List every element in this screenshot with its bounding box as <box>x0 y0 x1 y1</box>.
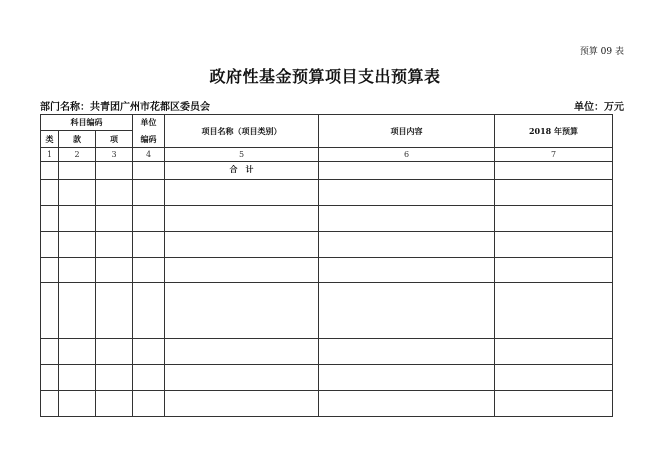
table-cell <box>495 365 613 391</box>
table-cell <box>133 258 165 283</box>
table-cell <box>59 258 96 283</box>
table-cell <box>165 180 319 206</box>
subject-code-header: 科目编码 <box>41 115 133 131</box>
table-cell <box>165 365 319 391</box>
table-cell <box>319 180 495 206</box>
col-number: 2 <box>59 148 96 162</box>
table-cell <box>41 339 59 365</box>
col-number: 5 <box>165 148 319 162</box>
table-cell <box>41 258 59 283</box>
page-title: 政府性基金预算项目支出预算表 <box>209 67 441 86</box>
table-cell <box>319 391 495 417</box>
category-header: 类 <box>41 131 59 148</box>
table-cell <box>319 206 495 232</box>
table-cell <box>495 180 613 206</box>
department-name: 部门名称：共青团广州市花都区委员会 <box>40 102 210 113</box>
table-cell <box>165 283 319 339</box>
unit-code-line1: 单位 <box>140 117 157 127</box>
table-cell <box>41 206 59 232</box>
table-cell <box>59 206 96 232</box>
table-cell <box>133 206 165 232</box>
table-cell <box>133 339 165 365</box>
table-cell <box>59 339 96 365</box>
table-cell <box>165 258 319 283</box>
table-cell <box>41 365 59 391</box>
table-cell <box>495 206 613 232</box>
table-cell <box>319 365 495 391</box>
col-number: 7 <box>495 148 613 162</box>
table-cell <box>59 283 96 339</box>
table-cell <box>495 339 613 365</box>
table-row <box>41 258 613 283</box>
table-cell <box>96 365 133 391</box>
table-cell <box>96 339 133 365</box>
table-cell <box>133 391 165 417</box>
table-row <box>41 283 613 339</box>
table-cell <box>59 180 96 206</box>
table-cell <box>41 232 59 258</box>
table-cell <box>495 283 613 339</box>
table-row <box>41 391 613 417</box>
table-cell <box>495 258 613 283</box>
table-cell <box>41 162 59 180</box>
col-number: 1 <box>41 148 59 162</box>
table-cell <box>133 180 165 206</box>
table-cell <box>59 162 96 180</box>
col-number: 3 <box>96 148 133 162</box>
table-cell <box>319 232 495 258</box>
budget-2018-header: 2018 年预算 <box>495 115 613 148</box>
table-cell <box>41 283 59 339</box>
table-cell <box>495 391 613 417</box>
table-cell <box>133 232 165 258</box>
doc-code: 预算 09 表 <box>579 47 624 57</box>
section-header: 款 <box>59 131 96 148</box>
table-cell <box>319 258 495 283</box>
table-cell <box>319 162 495 180</box>
table-cell <box>133 162 165 180</box>
table-row <box>41 180 613 206</box>
table-cell <box>96 258 133 283</box>
table-cell <box>96 162 133 180</box>
table-cell <box>133 365 165 391</box>
table-cell <box>133 283 165 339</box>
table-cell <box>319 283 495 339</box>
table-cell <box>59 391 96 417</box>
table-cell <box>165 391 319 417</box>
table-row <box>41 365 613 391</box>
table-row <box>41 339 613 365</box>
table-cell <box>96 232 133 258</box>
table-cell <box>319 339 495 365</box>
unit-code-line2: 编码 <box>140 134 157 144</box>
total-row <box>41 162 613 180</box>
total-label: 合 计 <box>165 162 319 180</box>
table-cell <box>41 180 59 206</box>
table-cell <box>59 365 96 391</box>
table-cell <box>96 391 133 417</box>
unit-label: 单位：万元 <box>574 102 624 113</box>
budget-table <box>40 114 613 417</box>
table-cell <box>41 391 59 417</box>
table-cell <box>165 339 319 365</box>
table-cell <box>495 162 613 180</box>
col-number: 6 <box>319 148 495 162</box>
project-content-header: 项目内容 <box>319 115 495 148</box>
project-name-header: 项目名称（项目类别） <box>165 115 319 148</box>
item-header: 项 <box>96 131 133 148</box>
unit-code-header <box>133 115 165 148</box>
col-number: 4 <box>133 148 165 162</box>
table-cell <box>495 232 613 258</box>
table-cell <box>96 206 133 232</box>
table-cell <box>165 206 319 232</box>
table-row <box>41 206 613 232</box>
table-cell <box>59 232 96 258</box>
table-cell <box>96 283 133 339</box>
table-row <box>41 232 613 258</box>
table-cell <box>96 180 133 206</box>
table-cell <box>165 232 319 258</box>
